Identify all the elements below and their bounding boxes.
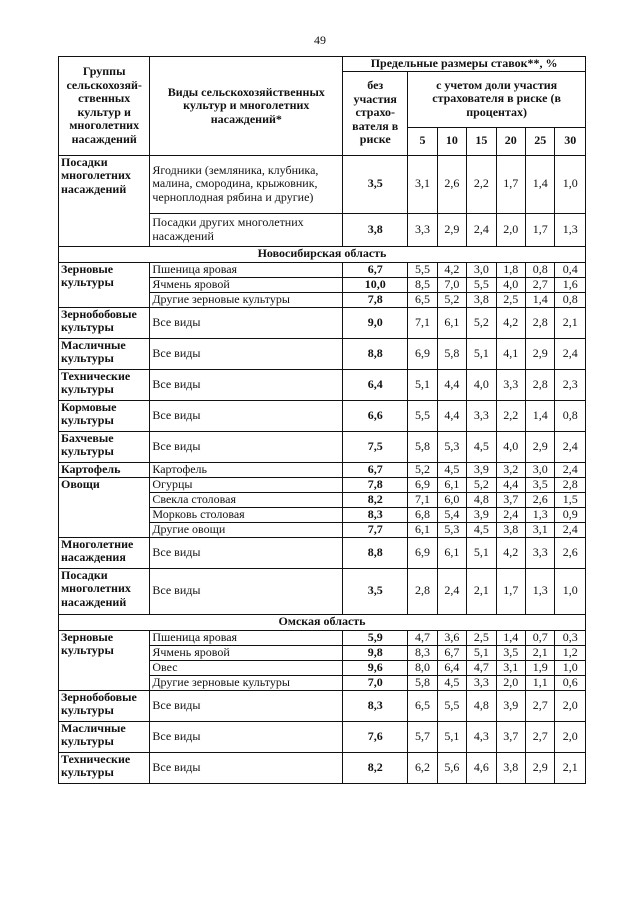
table-row [59,431,586,462]
group-name: Бахчевые культуры [59,431,150,462]
rate-with-participation: 1,0 [555,660,586,675]
header-share: 25 [525,127,554,155]
rate-with-participation: 6,8 [408,507,437,522]
rate-with-participation: 3,7 [496,492,525,507]
rate-with-participation: 2,5 [496,292,525,307]
rate-with-participation: 4,0 [467,369,496,400]
rate-with-participation: 3,9 [496,690,525,721]
rate-with-participation: 3,0 [525,462,554,477]
rate-with-participation: 2,4 [555,522,586,537]
crop-name: Все виды [150,338,343,369]
table-row [59,537,586,568]
rate-with-participation: 6,9 [408,338,437,369]
rate-with-participation: 0,7 [525,630,554,645]
rate-with-participation: 2,2 [467,155,496,213]
rate-without-participation: 8,3 [343,507,408,522]
group-name: Многолетние насаждения [59,537,150,568]
table-row [59,752,586,783]
rate-with-participation: 2,1 [555,307,586,338]
rate-with-participation: 2,9 [525,431,554,462]
rate-with-participation: 1,5 [555,492,586,507]
rate-with-participation: 3,5 [496,645,525,660]
table-row [59,338,586,369]
rate-with-participation: 2,1 [555,752,586,783]
rate-with-participation: 5,8 [437,338,466,369]
rate-without-participation: 3,5 [343,568,408,614]
rate-with-participation: 3,7 [496,721,525,752]
crop-name: Другие зерновые культуры [150,675,343,690]
crop-name: Все виды [150,537,343,568]
rate-with-participation: 3,8 [467,292,496,307]
rate-with-participation: 5,2 [467,477,496,492]
crop-name: Ягодники (земляника, клубника, малина, смородина, крыжовник, черноплодная рябина и другие) [150,155,343,213]
rate-without-participation: 7,0 [343,675,408,690]
rate-with-participation: 7,1 [408,492,437,507]
rate-with-participation: 6,5 [408,292,437,307]
rate-with-participation: 1,0 [555,568,586,614]
crop-name: Все виды [150,721,343,752]
rate-with-participation: 3,3 [467,400,496,431]
rate-with-participation: 1,7 [525,213,554,246]
rate-with-participation: 2,8 [555,477,586,492]
region-title: Омская область [59,614,586,630]
rate-with-participation: 1,2 [555,645,586,660]
table-row [59,262,586,277]
rate-without-participation: 9,8 [343,645,408,660]
rate-without-participation: 8,2 [343,752,408,783]
rate-with-participation: 2,1 [467,568,496,614]
rate-with-participation: 2,4 [437,568,466,614]
rate-with-participation: 4,7 [408,630,437,645]
rate-with-participation: 3,3 [525,537,554,568]
crop-name: Другие зерновые культуры [150,292,343,307]
rate-with-participation: 2,3 [555,369,586,400]
rate-without-participation: 7,6 [343,721,408,752]
rate-with-participation: 3,1 [496,660,525,675]
rate-with-participation: 1,6 [555,277,586,292]
rate-with-participation: 2,9 [437,213,466,246]
rate-with-participation: 0,8 [555,292,586,307]
rate-without-participation: 6,7 [343,462,408,477]
rate-with-participation: 5,1 [467,645,496,660]
rate-with-participation: 0,8 [555,400,586,431]
table-header [59,57,586,156]
rate-with-participation: 4,3 [467,721,496,752]
crop-name: Огурцы [150,477,343,492]
insurance-rates-table [58,56,586,784]
group-name: Зернобобовые культуры [59,690,150,721]
rate-without-participation: 8,8 [343,537,408,568]
rate-with-participation: 4,5 [437,675,466,690]
rate-with-participation: 2,6 [525,492,554,507]
group-name: Посадки многолетних насаждений [59,568,150,614]
crop-name: Все виды [150,307,343,338]
rate-with-participation: 2,9 [525,752,554,783]
rate-with-participation: 4,1 [496,338,525,369]
crop-name: Все виды [150,400,343,431]
crop-name: Овес [150,660,343,675]
header-share: 30 [555,127,586,155]
rate-without-participation: 9,6 [343,660,408,675]
rate-with-participation: 3,3 [467,675,496,690]
rate-with-participation: 6,4 [437,660,466,675]
crop-name: Все виды [150,369,343,400]
header-group: Группы сельскохозяй-ственных культур и многолетних насаждений [59,57,150,156]
rate-with-participation: 4,2 [437,262,466,277]
rate-with-participation: 2,4 [555,338,586,369]
rate-with-participation: 4,0 [496,431,525,462]
rate-with-participation: 1,1 [525,675,554,690]
crop-name: Свекла столовая [150,492,343,507]
rate-with-participation: 0,3 [555,630,586,645]
table-row [59,307,586,338]
rate-with-participation: 4,2 [496,537,525,568]
header-limits: Предельные размеры ставок**, % [343,57,586,72]
rate-with-participation: 3,8 [496,522,525,537]
rate-with-participation: 8,3 [408,645,437,660]
rate-with-participation: 3,2 [496,462,525,477]
rate-with-participation: 6,9 [408,537,437,568]
table-row [59,462,586,477]
rate-without-participation: 6,6 [343,400,408,431]
rate-without-participation: 6,4 [343,369,408,400]
rate-without-participation: 8,2 [343,492,408,507]
rate-with-participation: 2,4 [555,462,586,477]
rate-without-participation: 8,8 [343,338,408,369]
region-row [59,614,586,630]
rate-with-participation: 1,4 [525,155,554,213]
rate-with-participation: 1,7 [496,155,525,213]
rate-with-participation: 1,3 [555,213,586,246]
rate-with-participation: 4,4 [437,369,466,400]
crop-name: Посадки других многолетних насаждений [150,213,343,246]
rate-with-participation: 2,0 [555,721,586,752]
rate-with-participation: 5,1 [408,369,437,400]
table-row [59,630,586,645]
rate-without-participation: 5,9 [343,630,408,645]
rate-with-participation: 4,4 [496,477,525,492]
rate-with-participation: 5,3 [437,431,466,462]
rate-without-participation: 7,5 [343,431,408,462]
rate-with-participation: 3,6 [437,630,466,645]
rate-with-participation: 6,1 [437,307,466,338]
group-name: Масличные культуры [59,338,150,369]
rate-with-participation: 1,9 [525,660,554,675]
crop-name: Все виды [150,568,343,614]
group-name: Технические культуры [59,752,150,783]
crop-name: Все виды [150,752,343,783]
group-name: Зернобобовые культуры [59,307,150,338]
group-name: Овощи [59,477,150,537]
rate-without-participation: 9,0 [343,307,408,338]
rate-with-participation: 4,4 [437,400,466,431]
rate-with-participation: 2,8 [525,307,554,338]
rate-without-participation: 6,7 [343,262,408,277]
rate-with-participation: 6,5 [408,690,437,721]
rate-with-participation: 4,5 [467,522,496,537]
crop-name: Другие овощи [150,522,343,537]
rate-with-participation: 4,2 [496,307,525,338]
rate-with-participation: 5,7 [408,721,437,752]
page-number: 49 [314,33,326,47]
rate-with-participation: 4,7 [467,660,496,675]
rate-with-participation: 5,2 [467,307,496,338]
rate-with-participation: 1,3 [525,568,554,614]
rate-with-participation: 5,2 [437,292,466,307]
rate-with-participation: 0,9 [555,507,586,522]
crop-name: Морковь столовая [150,507,343,522]
rate-with-participation: 5,1 [467,338,496,369]
header-share: 10 [437,127,466,155]
rate-with-participation: 7,0 [437,277,466,292]
table-row [59,400,586,431]
rate-with-participation: 5,3 [437,522,466,537]
crop-name: Пшеница яровая [150,630,343,645]
table-row [59,477,586,492]
group-name: Посадки многолетних насаждений [59,155,150,246]
crop-name: Ячмень яровой [150,645,343,660]
rate-with-participation: 2,8 [525,369,554,400]
group-name: Масличные культуры [59,721,150,752]
group-name: Технические культуры [59,369,150,400]
header-with-participation: с учетом доли участия страхователя в риске (в процентах) [408,71,586,127]
crop-name: Ячмень яровой [150,277,343,292]
rate-with-participation: 1,4 [525,292,554,307]
rate-with-participation: 2,8 [408,568,437,614]
rate-with-participation: 2,6 [555,537,586,568]
table-row [59,369,586,400]
rate-with-participation: 5,5 [408,262,437,277]
region-row [59,246,586,262]
rate-with-participation: 4,5 [437,462,466,477]
group-name: Картофель [59,462,150,477]
rate-with-participation: 2,7 [525,690,554,721]
rate-without-participation: 7,7 [343,522,408,537]
rate-with-participation: 5,2 [408,462,437,477]
rate-with-participation: 3,1 [408,155,437,213]
rate-with-participation: 1,0 [555,155,586,213]
header-without-participation: без участия страхо-вателя в риске [343,71,408,155]
rate-with-participation: 7,1 [408,307,437,338]
rate-without-participation: 7,8 [343,477,408,492]
rate-without-participation: 10,0 [343,277,408,292]
rate-with-participation: 0,6 [555,675,586,690]
rate-without-participation: 3,5 [343,155,408,213]
rate-without-participation: 3,8 [343,213,408,246]
rate-with-participation: 4,8 [467,492,496,507]
table-body [59,155,586,783]
rate-with-participation: 4,6 [467,752,496,783]
rate-with-participation: 5,1 [437,721,466,752]
rate-with-participation: 5,1 [467,537,496,568]
rate-with-participation: 5,4 [437,507,466,522]
rate-with-participation: 2,4 [555,431,586,462]
table-row [59,155,586,213]
crop-name: Пшеница яровая [150,262,343,277]
rate-with-participation: 2,7 [525,721,554,752]
rate-with-participation: 3,1 [525,522,554,537]
rate-with-participation: 5,8 [408,431,437,462]
rate-without-participation: 7,8 [343,292,408,307]
rate-with-participation: 2,6 [437,155,466,213]
rate-with-participation: 0,4 [555,262,586,277]
rate-with-participation: 3,0 [467,262,496,277]
group-name: Кормовые культуры [59,400,150,431]
rate-with-participation: 4,0 [496,277,525,292]
rate-with-participation: 2,1 [525,645,554,660]
rate-with-participation: 8,5 [408,277,437,292]
rate-with-participation: 5,6 [437,752,466,783]
rate-with-participation: 1,4 [496,630,525,645]
rate-without-participation: 8,3 [343,690,408,721]
rate-with-participation: 6,0 [437,492,466,507]
group-name: Зерновые культуры [59,262,150,307]
table-row [59,721,586,752]
rate-with-participation: 5,5 [437,690,466,721]
region-title: Новосибирская область [59,246,586,262]
table-row [59,568,586,614]
rate-with-participation: 1,7 [496,568,525,614]
rate-with-participation: 1,3 [525,507,554,522]
rate-with-participation: 2,0 [555,690,586,721]
rate-with-participation: 3,3 [408,213,437,246]
rate-with-participation: 2,5 [467,630,496,645]
rate-with-participation: 3,9 [467,507,496,522]
rate-with-participation: 2,0 [496,675,525,690]
group-name: Зерновые культуры [59,630,150,690]
rate-with-participation: 2,7 [525,277,554,292]
rate-with-participation: 6,1 [408,522,437,537]
rate-with-participation: 4,5 [467,431,496,462]
rate-with-participation: 5,5 [408,400,437,431]
rate-with-participation: 6,9 [408,477,437,492]
crop-name: Картофель [150,462,343,477]
rate-with-participation: 3,9 [467,462,496,477]
rate-with-participation: 2,2 [496,400,525,431]
rate-with-participation: 6,7 [437,645,466,660]
header-share: 5 [408,127,437,155]
rate-with-participation: 6,2 [408,752,437,783]
rate-with-participation: 3,8 [496,752,525,783]
rate-with-participation: 5,5 [467,277,496,292]
rate-with-participation: 2,9 [525,338,554,369]
header-share: 20 [496,127,525,155]
rate-with-participation: 8,0 [408,660,437,675]
rate-with-participation: 2,4 [467,213,496,246]
crop-name: Все виды [150,690,343,721]
rate-with-participation: 0,8 [525,262,554,277]
rate-with-participation: 6,1 [437,537,466,568]
rate-with-participation: 3,3 [496,369,525,400]
rate-with-participation: 4,8 [467,690,496,721]
rate-with-participation: 1,4 [525,400,554,431]
table-row [59,690,586,721]
rate-with-participation: 5,8 [408,675,437,690]
rate-with-participation: 1,8 [496,262,525,277]
rate-with-participation: 6,1 [437,477,466,492]
rate-with-participation: 2,0 [496,213,525,246]
crop-name: Все виды [150,431,343,462]
rate-with-participation: 2,4 [496,507,525,522]
header-crop: Виды сельскохозяйственных культур и многолетних насаждений* [150,57,343,156]
rate-with-participation: 3,5 [525,477,554,492]
header-share: 15 [467,127,496,155]
